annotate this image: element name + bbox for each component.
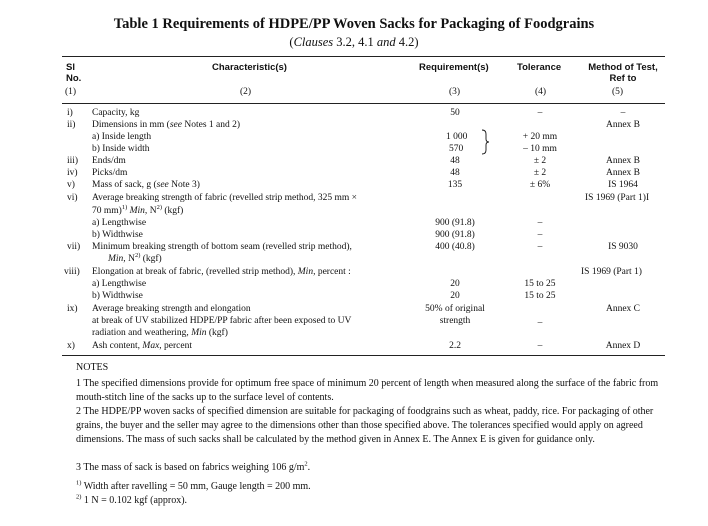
row-6-char-2a: 70 mm) bbox=[92, 206, 122, 216]
row-6-char-min: Min, bbox=[127, 206, 148, 216]
note-1: 1 The specified dimensions provide for optimum free space of minimum 20 percent of length when measured along the surface of the fabric from mouth-stitch line of the sacks up to the surface level of contents. bbox=[76, 378, 659, 403]
header-characteristic: Characteristic(s) bbox=[212, 62, 287, 73]
row-5-characteristic bbox=[92, 179, 200, 191]
row-4-characteristic: Picks/dm bbox=[92, 168, 128, 178]
note-2: 2 The HDPE/PP woven sacks of specified dimension are suitable for packaging of foodgrains such as wheat, paddy, rice. For packaging of other grains, the buyer and the seller may agree to the dimensions other than those specified above. The tolerances specified would apply on agreed dimensions. The mass of such sacks shall be calculated by the method given in Annex E. The Annex E is given for guidance only. bbox=[76, 406, 654, 445]
row-6-sup-2: 2) bbox=[156, 203, 162, 211]
row-9-no: ix) bbox=[67, 304, 78, 314]
row-6-method: IS 1969 (Part 1)I bbox=[585, 193, 650, 203]
footnote-2-text: 1 N = 0.102 kgf (approx). bbox=[81, 495, 188, 506]
row-9-method: Annex C bbox=[605, 304, 641, 314]
row-8-char-a: Elongation at break of fabric, (revelled strip method), bbox=[92, 267, 298, 277]
header-method: Method of Test, bbox=[588, 62, 658, 73]
row-7-method: IS 9030 bbox=[608, 242, 638, 252]
row-9-char-min: Min bbox=[191, 328, 207, 338]
row-1-tolerance: – bbox=[537, 108, 543, 118]
row-6-sup-1: 1) bbox=[121, 203, 128, 211]
header-ref-to: Ref to bbox=[609, 73, 637, 84]
header-num-1: (1) bbox=[65, 87, 77, 97]
subtitle-nums-1: 3.2, 4.1 bbox=[336, 35, 374, 49]
row-10-method: Annex D bbox=[605, 341, 641, 351]
row-10-tolerance: – bbox=[537, 341, 543, 351]
row-9-requirement-line-1: 50% of original bbox=[425, 304, 485, 314]
header-bottom-rule bbox=[62, 103, 665, 104]
header-num-2: (2) bbox=[240, 87, 252, 97]
row-6-characteristic-line-2 bbox=[92, 205, 183, 217]
row-9-characteristic-line-1: Average breaking strength and elongation bbox=[92, 304, 251, 314]
row-6-char-kgf: (kgf) bbox=[161, 206, 184, 216]
table-bottom-rule bbox=[62, 355, 665, 356]
row-7-characteristic-line-2 bbox=[108, 253, 162, 265]
row-3-tolerance: ± 2 bbox=[533, 156, 547, 166]
row-10-no: x) bbox=[67, 341, 75, 351]
footnote-2 bbox=[76, 495, 187, 507]
row-7-no: vii) bbox=[67, 242, 81, 252]
row-2-method: Annex B bbox=[605, 120, 641, 130]
row-7-char-n: N bbox=[125, 254, 135, 264]
row-5-char-a: Mass of sack, g ( bbox=[92, 180, 157, 190]
header-tolerance: Tolerance bbox=[517, 62, 562, 73]
row-1-no: i) bbox=[67, 108, 73, 118]
row-9-char-3a: radiation and weathering, bbox=[92, 328, 192, 338]
row-6a-tolerance: – bbox=[537, 218, 543, 228]
row-7-char-kgf: (kgf) bbox=[140, 254, 162, 264]
row-2-char-b: Notes 1 and 2) bbox=[182, 120, 241, 130]
row-4-no: iv) bbox=[67, 168, 78, 178]
row-2a-requirement: 1 000 bbox=[446, 132, 468, 142]
row-10-char-max: Max bbox=[142, 341, 160, 351]
row-4-requirement: 48 bbox=[450, 168, 460, 178]
row-2-no: ii) bbox=[67, 120, 76, 130]
row-2b-requirement: 570 bbox=[449, 144, 464, 154]
row-9-requirement-line-2: strength bbox=[439, 316, 471, 326]
subtitle-and: and bbox=[376, 35, 396, 49]
row-10-requirement: 2.2 bbox=[449, 341, 461, 351]
row-7-char-min: Min, bbox=[108, 254, 126, 264]
table-subtitle bbox=[0, 35, 708, 50]
row-3-characteristic: Ends/dm bbox=[92, 156, 126, 166]
row-6b-tolerance: – bbox=[537, 230, 543, 240]
row-1-characteristic: Capacity, kg bbox=[92, 108, 140, 118]
header-num-4: (4) bbox=[535, 87, 547, 97]
row-1-method: – bbox=[620, 108, 626, 118]
row-10-characteristic bbox=[92, 340, 192, 352]
header-num-5: (5) bbox=[612, 87, 624, 97]
right-brace-icon bbox=[481, 129, 489, 155]
row-6a-requirement: 900 (91.8) bbox=[435, 218, 475, 228]
row-2-char-see: see bbox=[169, 120, 182, 130]
row-6-char-n: N bbox=[147, 206, 157, 216]
row-6-characteristic-line-1: Average breaking strength of fabric (revelled strip method, 325 mm × bbox=[92, 193, 358, 203]
table-top-rule bbox=[62, 56, 665, 57]
row-6b-requirement: 900 (91.8) bbox=[435, 230, 475, 240]
note-3-end: . bbox=[307, 462, 311, 473]
row-8b-requirement: 20 bbox=[450, 291, 460, 301]
row-9-char-3b: (kgf) bbox=[206, 328, 228, 338]
row-1-requirement: 50 bbox=[450, 108, 460, 118]
table-title: Table 1 Requirements of HDPE/PP Woven Sacks for Packaging of Foodgrains bbox=[113, 16, 595, 32]
row-8a-tolerance: 15 to 25 bbox=[524, 279, 556, 289]
row-2-char-a: Dimensions in mm ( bbox=[92, 120, 170, 130]
row-8-characteristic bbox=[92, 266, 351, 278]
row-9-tolerance: – bbox=[537, 318, 543, 328]
row-9-characteristic-line-2: at break of UV stabilized HDPE/PP fabric after been exposed to UV bbox=[92, 316, 352, 326]
row-6b-characteristic: b) Widthwise bbox=[92, 230, 143, 240]
row-8b-tolerance: 15 to 25 bbox=[524, 291, 556, 301]
row-8-char-min: Min, bbox=[297, 267, 316, 277]
row-8-method: IS 1969 (Part 1) bbox=[581, 267, 642, 277]
subtitle-nums-2: 4.2) bbox=[398, 35, 419, 49]
footnote-1-text: Width after ravelling = 50 mm, Gauge length = 200 mm. bbox=[81, 481, 311, 492]
row-7-characteristic-line-1: Minimum breaking strength of bottom seam (revelled strip method), bbox=[92, 242, 352, 252]
row-3-method: Annex B bbox=[605, 156, 641, 166]
header-no: No. bbox=[66, 73, 82, 84]
row-10-char-a: Ash content, bbox=[92, 341, 143, 351]
row-10-char-b: , percent bbox=[159, 341, 192, 351]
subtitle-open: ( bbox=[289, 35, 294, 49]
row-6a-characteristic: a) Lengthwise bbox=[92, 218, 147, 228]
row-2b-tolerance: – 10 mm bbox=[523, 144, 557, 154]
header-requirement: Requirement(s) bbox=[419, 62, 489, 73]
footnote-1 bbox=[76, 481, 311, 493]
row-8-no: viii) bbox=[64, 267, 80, 277]
row-5-tolerance: ± 6% bbox=[529, 180, 551, 190]
row-7-sup: 2) bbox=[134, 251, 141, 259]
subtitle-clauses: Clauses bbox=[293, 35, 334, 49]
row-5-no: v) bbox=[67, 180, 75, 190]
row-4-tolerance: ± 2 bbox=[533, 168, 547, 178]
row-3-no: iii) bbox=[67, 156, 79, 166]
note-3 bbox=[76, 461, 666, 475]
row-7-tolerance: – bbox=[537, 242, 543, 252]
row-4-method: Annex B bbox=[605, 168, 641, 178]
footnote-1-sup: 1) bbox=[76, 479, 82, 487]
header-num-3: (3) bbox=[449, 87, 461, 97]
row-9-characteristic-line-3 bbox=[92, 327, 228, 339]
header-sl: Sl bbox=[66, 62, 75, 73]
footnote-2-sup: 2) bbox=[76, 493, 82, 501]
row-2a-characteristic: a) Inside length bbox=[92, 132, 152, 142]
row-8a-characteristic: a) Lengthwise bbox=[92, 279, 147, 289]
row-8b-characteristic: b) Widthwise bbox=[92, 291, 143, 301]
row-5-requirement: 135 bbox=[447, 180, 463, 190]
row-2-characteristic bbox=[92, 119, 240, 131]
row-3-requirement: 48 bbox=[450, 156, 460, 166]
row-2a-tolerance: + 20 mm bbox=[522, 132, 558, 142]
note-3-sup: 2 bbox=[304, 460, 308, 468]
row-5-char-see: see bbox=[156, 180, 169, 190]
row-5-char-b: Note 3) bbox=[168, 180, 200, 190]
row-7-requirement: 400 (40.8) bbox=[435, 242, 475, 252]
row-8a-requirement: 20 bbox=[450, 279, 460, 289]
row-5-method: IS 1964 bbox=[608, 180, 638, 190]
note-3-text: 3 The mass of sack is based on fabrics weighing 106 g/m bbox=[76, 462, 305, 473]
row-6-no: vi) bbox=[67, 193, 78, 203]
notes-heading: NOTES bbox=[76, 362, 109, 373]
row-8-char-b: percent : bbox=[315, 267, 351, 277]
row-2b-characteristic: b) Inside width bbox=[92, 144, 150, 154]
